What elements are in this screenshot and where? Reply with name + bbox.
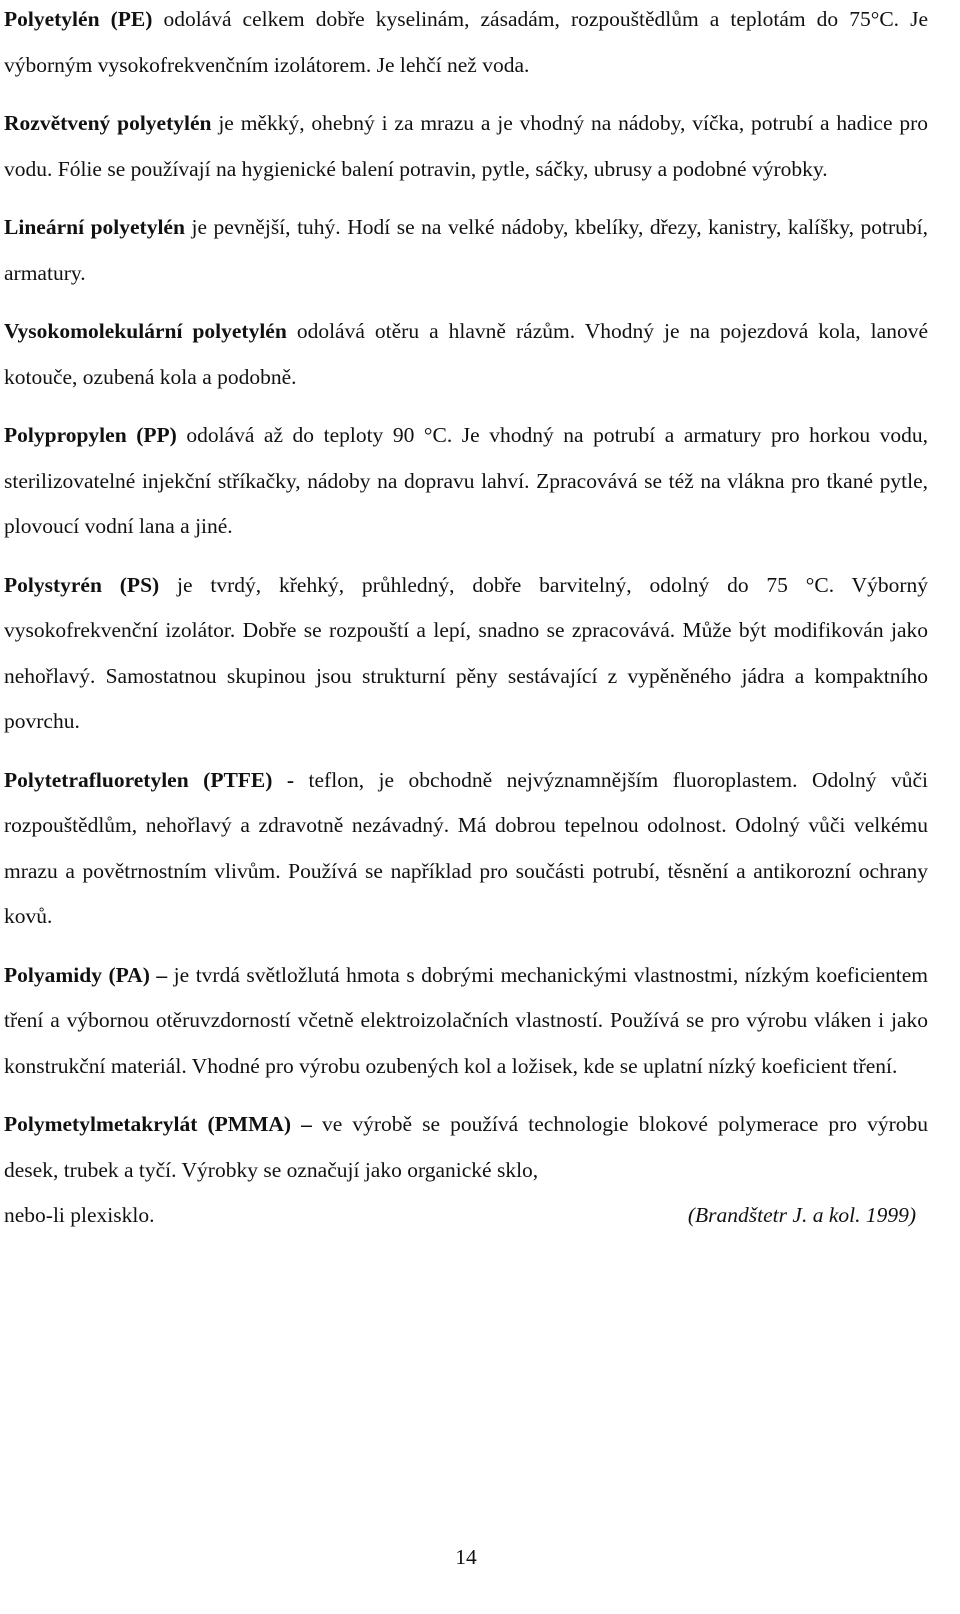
paragraph-polyethylene	[4, 0, 928, 88]
paragraph-text: odolává až do teploty 90 °C. Je vhodný na potrubí a armatury pro horkou vodu, sterilizovatelné injekční stříkačky, nádoby na dopravu lahví. Zpracovává se též na vlákna pro tkané pytle, plovoucí vodní lana a jiné.	[4, 423, 928, 538]
paragraph-text: je pevnější, tuhý. Hodí se na velké nádoby, kbelíky, dřezy, kanistry, kalíšky, potrubí, armatury.	[4, 215, 928, 285]
term-linear-polyethylene: Lineární polyetylén	[4, 215, 185, 239]
paragraph-text: je měkký, ohebný i za mrazu a je vhodný na nádoby, víčka, potrubí a hadice pro vodu. Fólie se používají na hygienické balení potravin, pytle, sáčky, ubrusy a podobné výrobky.	[4, 111, 928, 181]
paragraph-polyamides	[4, 953, 928, 1090]
term-uhmw-polyethylene: Vysokomolekulární polyetylén	[4, 319, 287, 343]
paragraph-text: odolává otěru a hlavně rázům. Vhodný je na pojezdová kola, lanové kotouče, ozubená kola a podobně.	[4, 319, 928, 389]
term-polystyrene: Polystyrén (PS)	[4, 572, 160, 597]
paragraph-text: je tvrdá světložlutá hmota s dobrými mechanickými vlastnostmi, nízkým koeficientem tření a výbornou otěruvzdorností včetně elektroizolačních vlastností. Používá se pro výrobu vláken i jako konstrukční materiál. Vhodné pro výrobu ozubených kol a ložisek, kde se uplatní nízký koeficient tření.	[4, 962, 928, 1078]
document-body	[4, 0, 928, 1239]
paragraph-pmma-last-line	[4, 1193, 928, 1239]
term-branched-polyethylene: Rozvětvený polyetylén	[4, 111, 212, 135]
paragraph-text: odolává celkem dobře kyselinám, zásadám, rozpouštědlům a teplotám do 75°C. Je výborným vysokofrekvenčním izolátorem. Je lehčí než voda.	[4, 7, 929, 77]
term-ptfe: Polytetrafluoretylen (PTFE) -	[4, 767, 295, 792]
term-pmma: Polymetylmetakrylát (PMMA) –	[4, 1112, 312, 1136]
paragraph-linear-polyethylene	[4, 205, 928, 296]
paragraph-pmma	[4, 1102, 928, 1239]
paragraph-polystyrene	[4, 563, 928, 745]
term-polyethylene: Polyetylén (PE)	[4, 7, 153, 31]
paragraph-text: ve výrobě se používá technologie blokové polymerace pro výrobu desek, trubek a tyčí. Výrobky se označují jako organické sklo,	[4, 1112, 928, 1182]
term-polypropylene: Polypropylen (PP)	[4, 423, 177, 447]
term-polyamides: Polyamidy (PA) –	[4, 962, 168, 987]
page-number: 14	[455, 1545, 477, 1569]
paragraph-text: je tvrdý, křehký, průhledný, dobře barvitelný, odolný do 75 °C. Výborný vysokofrekvenční izolátor. Dobře se rozpouští a lepí, snadno se zpracovává. Může být modifikován jako nehořlavý. Samostatnou skupinou jsou strukturní pěny sestávající z vypěněného jádra a kompaktního povrchu.	[4, 572, 928, 733]
citation: (Brandštetr J. a kol. 1999)	[687, 1203, 916, 1227]
paragraph-text: teflon, je obchodně nejvýznamnějším fluoroplastem. Odolný vůči rozpouštědlům, nehořlavý a zdravotně nezávadný. Má dobrou tepelnou odolnost. Odolný vůči velkému mrazu a povětrnostním vlivům. Používá se například pro součásti potrubí, těsnění a antikorozní ochrany kovů.	[4, 767, 928, 928]
paragraph-ptfe	[4, 758, 928, 940]
paragraph-pmma-body	[4, 1102, 928, 1193]
paragraph-uhmw-polyethylene	[4, 309, 928, 400]
paragraph-branched-polyethylene	[4, 101, 928, 192]
paragraph-last-line-text: nebo-li plexisklo.	[4, 1203, 155, 1227]
paragraph-polypropylene	[4, 413, 928, 550]
